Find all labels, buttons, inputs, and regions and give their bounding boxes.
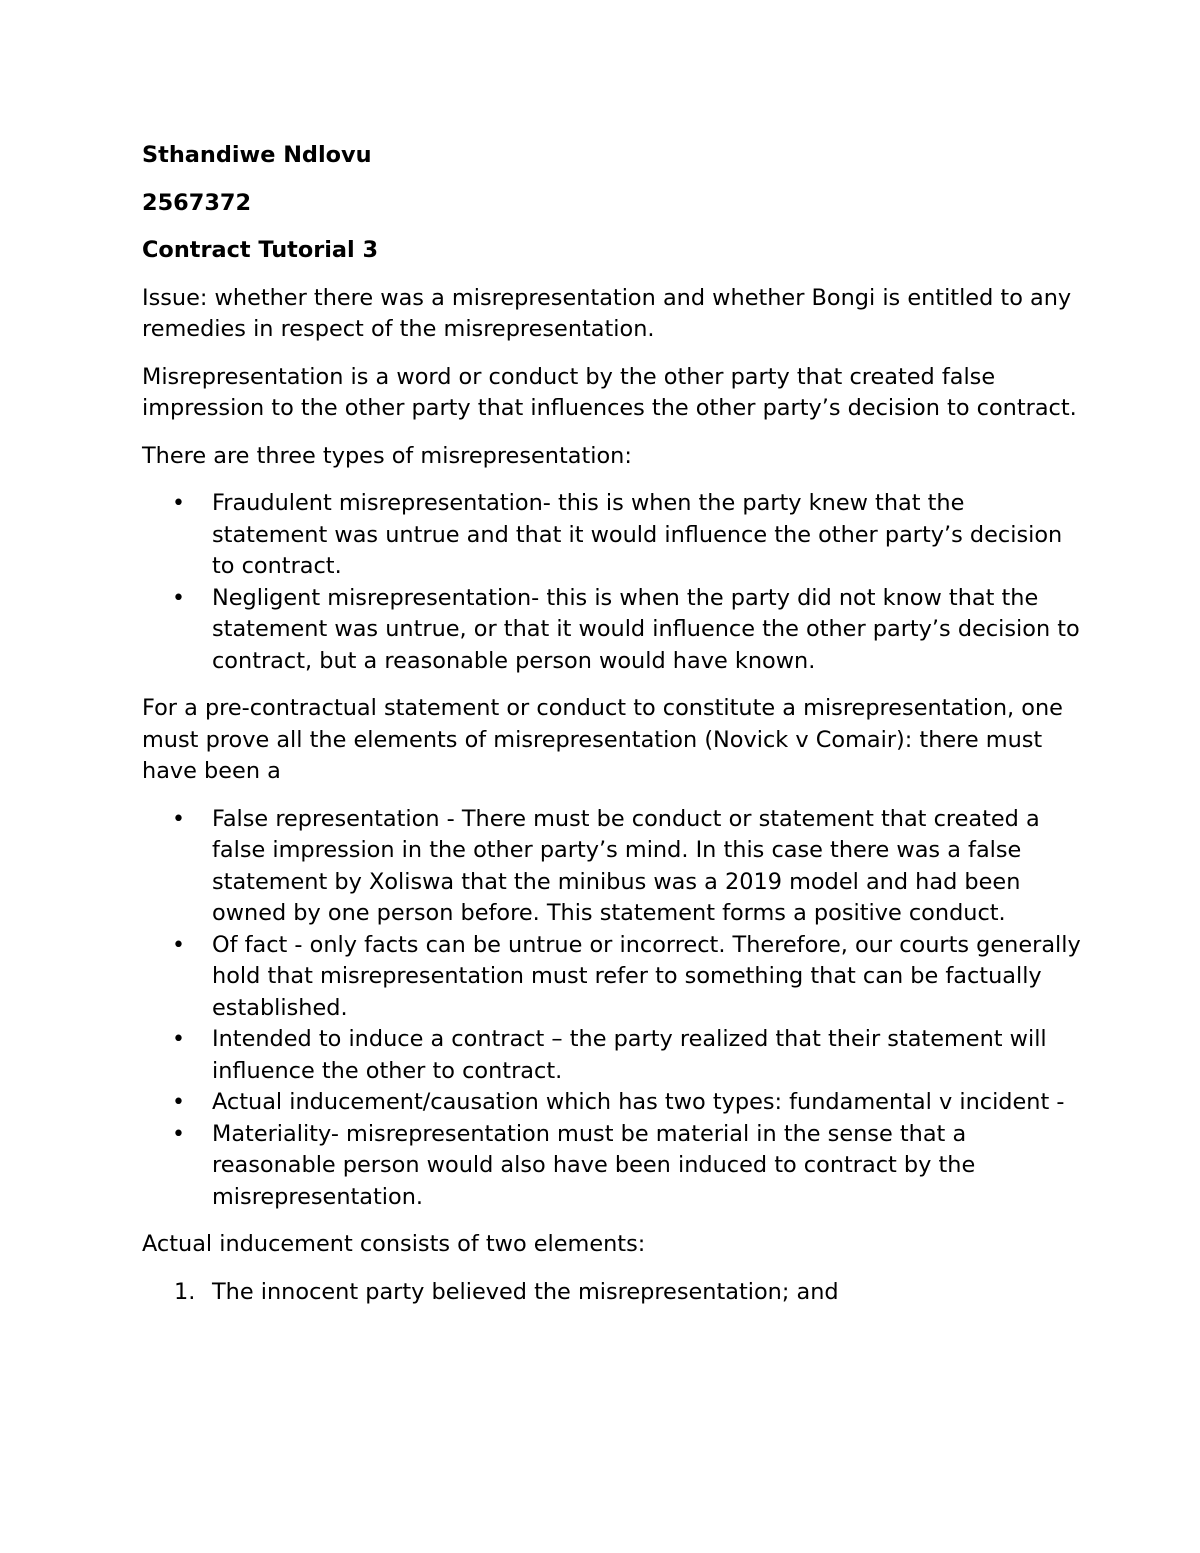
list-item-text: Of fact - only facts can be untrue or incorrect. Therefore, our courts generally hold that misrepresentation must refer to something that can be factually established. <box>212 931 1081 1021</box>
numbered-item-text: The innocent party believed the misrepresentation; and <box>212 1278 839 1305</box>
list-item <box>142 804 1082 930</box>
author-name: Sthandiwe Ndlovu <box>142 142 372 168</box>
issue-paragraph: Issue: whether there was a misrepresentation and whether Bongi is entitled to any remedies in respect of the misrepresentation. <box>142 284 1072 342</box>
definition-paragraph: Misrepresentation is a word or conduct by the other party that created false impression to the other party that influences the other party’s decision to contract. <box>142 363 1077 421</box>
student-number: 2567372 <box>142 189 252 216</box>
elements-list <box>142 804 1082 1214</box>
bullet-icon: • <box>172 1090 185 1115</box>
item-number: 1. <box>174 1278 196 1305</box>
bullet-icon: • <box>172 585 185 611</box>
list-item <box>142 930 1082 1025</box>
document-page <box>142 140 1082 1324</box>
list-item-text: Fraudulent misrepresentation- this is when the party knew that the statement was untrue and that it would influence the other party’s decision to contract. <box>212 490 1063 579</box>
numbered-item <box>142 1277 1082 1309</box>
list-item-text: Intended to induce a contract – the party realized that their statement will influence the other to contract. <box>212 1026 1047 1084</box>
list-item <box>142 488 1082 583</box>
list-item <box>142 1087 1082 1119</box>
bullet-icon: • <box>172 806 185 832</box>
elements-intro: For a pre-contractual statement or conduct to constitute a misrepresentation, one must prove all the elements of misrepresentation (Novick v Comair): there must have been a <box>142 695 1063 784</box>
list-item-text: Negligent misrepresentation- this is when the party did not know that the statement was untrue, or that it would influence the other party’s decision to contract, but a reasonable person would have known. <box>212 584 1080 674</box>
bullet-icon: • <box>172 491 185 516</box>
list-item <box>142 1024 1082 1087</box>
bullet-icon: • <box>172 1121 185 1147</box>
list-item-text: Actual inducement/causation which has two types: fundamental v incident - <box>212 1089 1065 1115</box>
types-list <box>142 488 1082 677</box>
list-item <box>142 1119 1082 1214</box>
list-item-text: False representation - There must be conduct or statement that created a false impression in the other party’s mind. In this case there was a false statement by Xoliswa that the minibus was a 2019 model and had been owned by one person before. This statement forms a positive conduct. <box>212 805 1040 926</box>
bullet-icon: • <box>172 1027 185 1052</box>
document-title: Contract Tutorial 3 <box>142 237 379 263</box>
inducement-list <box>142 1277 1082 1309</box>
list-item-text: Materiality- misrepresentation must be material in the sense that a reasonable person would also have been induced to contract by the misrepresentation. <box>212 1120 976 1210</box>
list-item <box>142 583 1082 678</box>
types-intro: There are three types of misrepresentation: <box>142 442 632 469</box>
bullet-icon: • <box>172 932 185 958</box>
inducement-intro: Actual inducement consists of two elements: <box>142 1231 646 1257</box>
